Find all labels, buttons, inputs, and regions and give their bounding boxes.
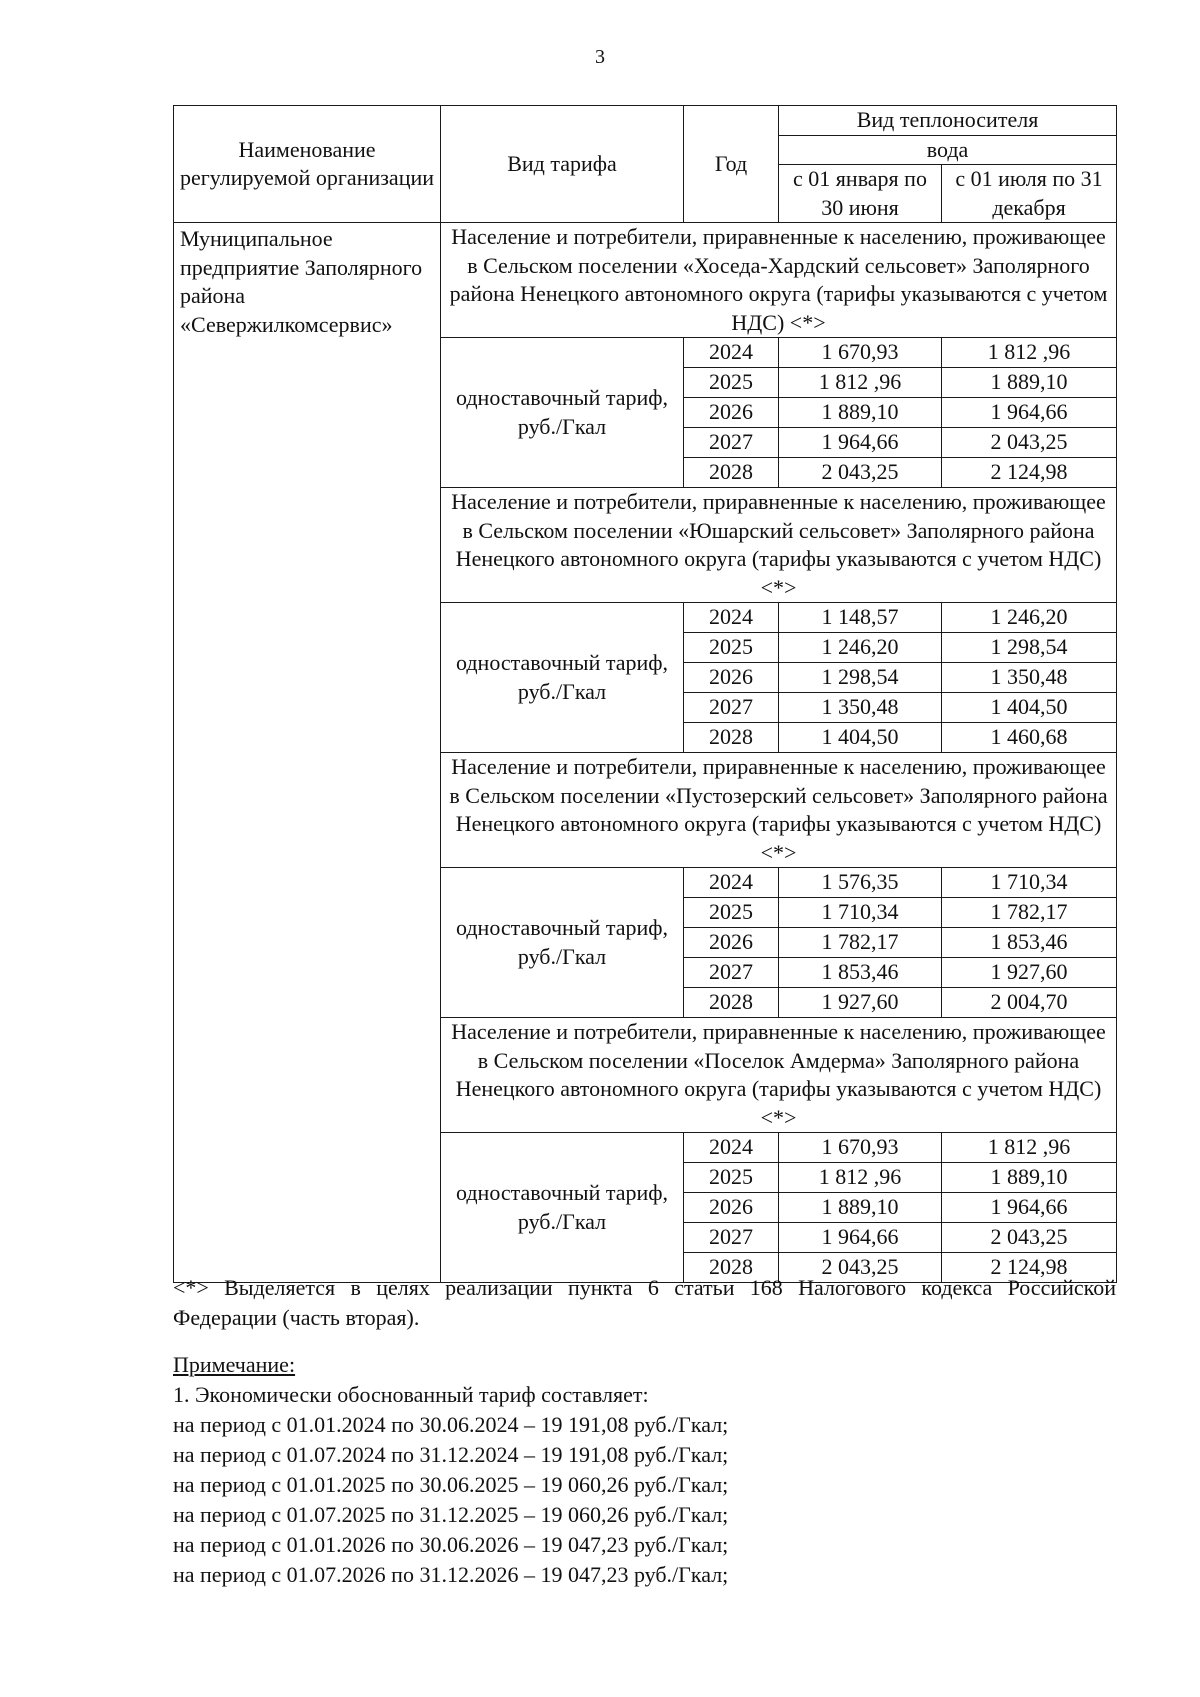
section-title: Население и потребители, приравненные к населению, проживающее в Сельском поселении «Поселок Амдерма» Заполярного района Ненецкого автономного округа (тарифы указываются с учетом НДС) <*>	[441, 1018, 1117, 1133]
year-cell: 2028	[684, 723, 779, 753]
note-line: на период с 01.01.2025 по 30.06.2025 – 19 060,26 руб./Гкал;	[173, 1472, 729, 1497]
tariff-h1-cell: 1 670,93	[779, 1133, 942, 1163]
tariff-h1-cell: 1 853,46	[779, 958, 942, 988]
tariff-h1-cell: 1 812 ,96	[779, 368, 942, 398]
tariff-h2-cell: 1 853,46	[942, 928, 1117, 958]
note-title: Примечание:	[173, 1352, 296, 1377]
tariff-h1-cell: 1 576,35	[779, 868, 942, 898]
section-title: Население и потребители, приравненные к населению, проживающее в Сельском поселении «Хоседа-Хардский сельсовет» Заполярного района Ненецкого автономного округа (тарифы указываются с учетом НДС) <*>	[441, 223, 1117, 338]
tariff-h2-cell: 1 964,66	[942, 1193, 1117, 1223]
note-line: 1. Экономически обоснованный тариф составляет:	[173, 1382, 649, 1407]
tariff-h2-cell: 1 889,10	[942, 1163, 1117, 1193]
tariff-h2-cell: 2 124,98	[942, 458, 1117, 488]
year-cell: 2025	[684, 1163, 779, 1193]
tariff-type-label: одноставочный тариф, руб./Гкал	[441, 1133, 684, 1283]
organization-name: Муниципальное предприятие Заполярного района «Севержилкомсервис»	[174, 223, 441, 1283]
tariff-h2-cell: 2 004,70	[942, 988, 1117, 1018]
tariff-type-label: одноставочный тариф, руб./Гкал	[441, 868, 684, 1018]
tariff-h1-cell: 1 964,66	[779, 1223, 942, 1253]
tariff-h2-cell: 1 298,54	[942, 633, 1117, 663]
tariff-h2-cell: 1 460,68	[942, 723, 1117, 753]
header-year: Год	[684, 106, 779, 223]
year-cell: 2026	[684, 1193, 779, 1223]
tariff-h2-cell: 1 404,50	[942, 693, 1117, 723]
tariff-h2-cell: 1 350,48	[942, 663, 1117, 693]
tariff-h2-cell: 1 710,34	[942, 868, 1117, 898]
year-cell: 2027	[684, 958, 779, 988]
header-tariff-type: Вид тарифа	[441, 106, 684, 223]
year-cell: 2025	[684, 898, 779, 928]
tariff-h1-cell: 1 710,34	[779, 898, 942, 928]
tariff-h1-cell: 1 298,54	[779, 663, 942, 693]
year-cell: 2024	[684, 603, 779, 633]
note-line: на период с 01.07.2026 по 31.12.2026 – 19 047,23 руб./Гкал;	[173, 1562, 729, 1587]
tariff-h1-cell: 1 350,48	[779, 693, 942, 723]
tariff-h1-cell: 2 043,25	[779, 458, 942, 488]
header-org: Наименование регулируемой организации	[174, 106, 441, 223]
tariff-h1-cell: 1 889,10	[779, 398, 942, 428]
tariff-h2-cell: 1 782,17	[942, 898, 1117, 928]
note-line: на период с 01.07.2025 по 31.12.2025 – 19 060,26 руб./Гкал;	[173, 1502, 729, 1527]
footnote: <*> Выделяется в целях реализации пункта 6 статьи 168 Налогового кодекса Российской Федерации (часть вторая).	[173, 1275, 1116, 1330]
tariff-h1-cell: 1 670,93	[779, 338, 942, 368]
header-water: вода	[779, 135, 1117, 165]
tariff-type-label: одноставочный тариф, руб./Гкал	[441, 603, 684, 753]
tariff-h2-cell: 2 124,98	[942, 1253, 1117, 1283]
tariff-h1-cell: 1 812 ,96	[779, 1163, 942, 1193]
year-cell: 2026	[684, 928, 779, 958]
tariff-table-body	[174, 106, 1117, 1283]
page-number: 3	[595, 46, 605, 68]
tariff-h2-cell: 1 964,66	[942, 398, 1117, 428]
tariff-h1-cell: 1 148,57	[779, 603, 942, 633]
note-line: на период с 01.01.2024 по 30.06.2024 – 19 191,08 руб./Гкал;	[173, 1412, 729, 1437]
tariff-h2-cell: 2 043,25	[942, 1223, 1117, 1253]
year-cell: 2028	[684, 988, 779, 1018]
year-cell: 2028	[684, 1253, 779, 1283]
year-cell: 2024	[684, 1133, 779, 1163]
year-cell: 2027	[684, 1223, 779, 1253]
year-cell: 2025	[684, 633, 779, 663]
tariff-h1-cell: 2 043,25	[779, 1253, 942, 1283]
year-cell: 2026	[684, 398, 779, 428]
header-period-1: с 01 января по 30 июня	[779, 165, 942, 223]
tariff-h2-cell: 1 812 ,96	[942, 1133, 1117, 1163]
tariff-h1-cell: 1 782,17	[779, 928, 942, 958]
note-block	[173, 1350, 1116, 1590]
section-title: Население и потребители, приравненные к населению, проживающее в Сельском поселении «Пустозерский сельсовет» Заполярного района Ненецкого автономного округа (тарифы указываются с учетом НДС) <*>	[441, 753, 1117, 868]
tariff-h2-cell: 1 246,20	[942, 603, 1117, 633]
tariff-h2-cell: 1 889,10	[942, 368, 1117, 398]
year-cell: 2026	[684, 663, 779, 693]
tariff-h1-cell: 1 889,10	[779, 1193, 942, 1223]
tariff-table	[173, 105, 1117, 1283]
tariff-type-label: одноставочный тариф, руб./Гкал	[441, 338, 684, 488]
tariff-h2-cell: 1 927,60	[942, 958, 1117, 988]
tariff-h1-cell: 1 246,20	[779, 633, 942, 663]
year-cell: 2024	[684, 868, 779, 898]
year-cell: 2028	[684, 458, 779, 488]
note-line: на период с 01.01.2026 по 30.06.2026 – 19 047,23 руб./Гкал;	[173, 1532, 729, 1557]
tariff-h1-cell: 1 964,66	[779, 428, 942, 458]
header-carrier: Вид теплоносителя	[779, 106, 1117, 136]
header-row-1	[174, 106, 1117, 136]
section-title: Население и потребители, приравненные к населению, проживающее в Сельском поселении «Юшарский сельсовет» Заполярного района Ненецкого автономного округа (тарифы указываются с учетом НДС) <*>	[441, 488, 1117, 603]
tariff-h2-cell: 1 812 ,96	[942, 338, 1117, 368]
note-line: на период с 01.07.2024 по 31.12.2024 – 19 191,08 руб./Гкал;	[173, 1442, 729, 1467]
section-title-row	[174, 223, 1117, 338]
tariff-h2-cell: 2 043,25	[942, 428, 1117, 458]
tariff-h1-cell: 1 927,60	[779, 988, 942, 1018]
tariff-h1-cell: 1 404,50	[779, 723, 942, 753]
header-period-2: с 01 июля по 31 декабря	[942, 165, 1117, 223]
year-cell: 2025	[684, 368, 779, 398]
year-cell: 2027	[684, 428, 779, 458]
year-cell: 2024	[684, 338, 779, 368]
year-cell: 2027	[684, 693, 779, 723]
